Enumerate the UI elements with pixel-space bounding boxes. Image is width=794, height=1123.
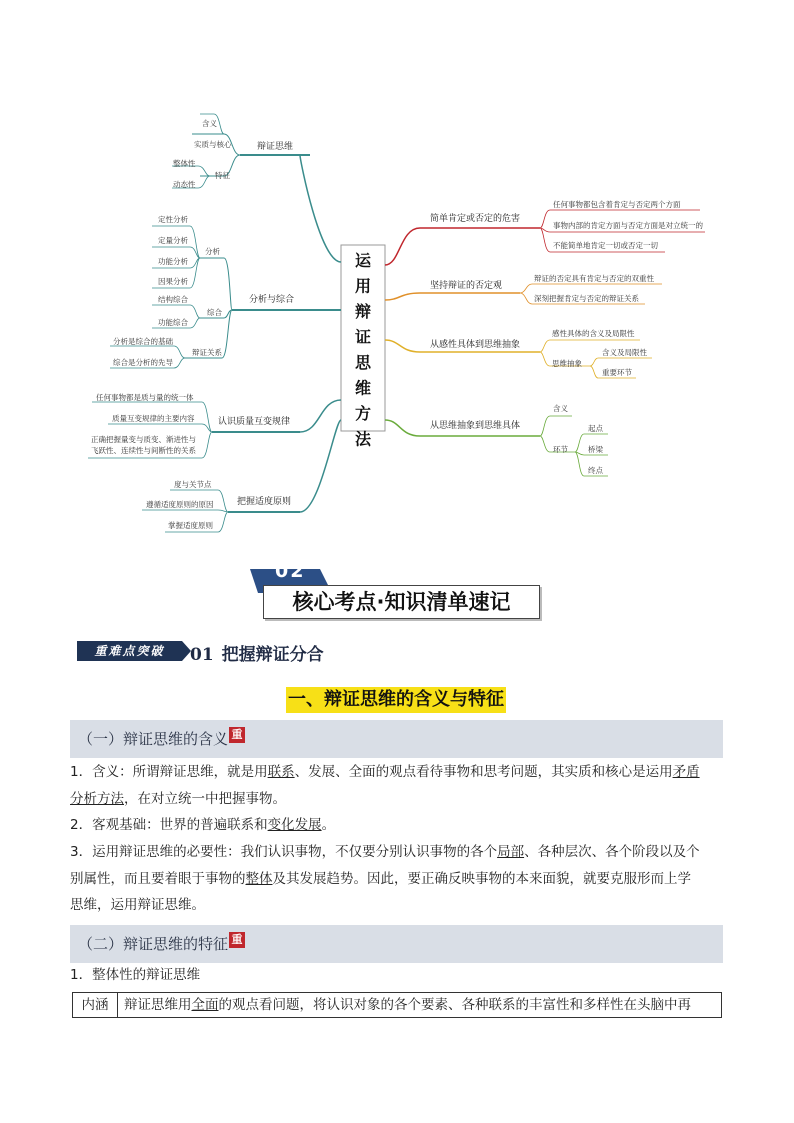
section-heading [190, 640, 324, 665]
mindmap-center [341, 245, 385, 449]
branch-label: 辩证思维 [257, 142, 294, 152]
section-badge: 重难点突破 [77, 641, 182, 661]
leaf-label: 度与关节点 [174, 480, 212, 489]
branch-label: 认识质量互变规律 [218, 417, 291, 427]
heading-1: 一、辩证思维的含义与特征 [286, 687, 506, 713]
leaf-label: 功能分析 [158, 257, 188, 266]
paragraph-necessity [70, 839, 730, 919]
text: 辩证思维用 [124, 997, 192, 1013]
leaf-label: 正确把握量变与质变、渐进性与 [91, 435, 196, 444]
branch-simple-affirmation [385, 199, 705, 265]
branch-abstract-to-concrete [385, 403, 608, 476]
branch-label: 分析与综合 [249, 295, 295, 305]
leaf-label: 辩证的否定具有肯定与否定的双重性 [534, 274, 654, 283]
branch-analysis-synthesis [110, 214, 341, 368]
underlined-term: 整体 [245, 870, 273, 887]
branch-dialectical-thinking [172, 114, 341, 262]
leaf-label: 不能简单地肯定一切或否定一切 [553, 241, 658, 250]
leaf-label: 特征 [215, 171, 230, 180]
leaf-label: 辩证关系 [192, 348, 222, 357]
subheading-meaning [70, 720, 723, 758]
leaf-label: 飞跃性、连续性与间断性的关系 [91, 446, 196, 455]
branch-dialectical-negation [385, 273, 662, 304]
leaf-label: 功能综合 [158, 318, 188, 327]
branch-label: 从思维抽象到思维具体 [430, 421, 521, 431]
text: 、各种层次、各个阶段以及个 [524, 844, 700, 860]
branch-label: 坚持辩证的否定观 [430, 281, 503, 291]
leaf-label: 含义 [553, 404, 568, 413]
paragraph-definition [70, 759, 730, 812]
underlined-term: 局部 [497, 844, 525, 860]
branch-quality-quantity [88, 392, 341, 458]
subheading-features [70, 925, 723, 963]
branch-label: 从感性具体到思维抽象 [430, 340, 521, 350]
table-content-cell [118, 993, 721, 1017]
leaf-label: 遵循适度原则的原因 [146, 500, 214, 509]
content-table-row [72, 992, 722, 1018]
mindmap-center-label: 运用辩证思维方法 [354, 251, 372, 449]
leaf-label: 任何事物都是质与量的统一体 [96, 393, 194, 402]
leaf-label: 思维抽象 [552, 359, 582, 368]
text: 3．运用辩证思维的必要性：我们认识事物，不仅要分别认识事物的各个 [70, 844, 498, 860]
paragraph-basis [70, 812, 730, 839]
branch-perceptual-to-abstract [385, 328, 652, 378]
leaf-label: 重要环节 [602, 368, 632, 377]
section-title: 把握辩证分合 [221, 645, 324, 665]
leaf-label: 整体性 [173, 159, 196, 168]
leaf-label: 定性分析 [158, 215, 188, 224]
banner-title: 核心考点·知识清单速记 [263, 585, 540, 619]
text: 别属性，而且要着眼于事物的 [70, 870, 246, 887]
banner-number: 02 [275, 560, 306, 582]
leaf-label: 起点 [588, 424, 603, 433]
leaf-label: 定量分析 [158, 236, 188, 245]
underlined-term: 全面 [191, 997, 219, 1013]
branch-label: 把握适度原则 [237, 497, 292, 507]
key-point-badge: 重 [229, 932, 245, 948]
leaf-label: 分析 [205, 247, 220, 256]
paragraph-holistic: 1．整体性的辩证思维 [70, 967, 201, 983]
leaf-label: 任何事物都包含着肯定与否定两个方面 [553, 200, 681, 209]
text: 1．含义：所谓辩证思维，就是用 [70, 764, 268, 780]
text: 思维，运用辩证思维。 [70, 897, 205, 913]
table-label-cell: 内涵 [73, 993, 118, 1017]
text: 、发展、全面的观点看待事物和思考问题，其实质和核心是运用 [294, 764, 673, 780]
mind-map [0, 0, 794, 560]
leaf-label: 综合是分析的先导 [113, 358, 173, 367]
leaf-label: 结构综合 [158, 295, 188, 304]
branch-label: 简单肯定或否定的危害 [430, 214, 521, 224]
section-number: 01 [190, 645, 214, 665]
text: 。 [321, 817, 336, 833]
text: 2．客观基础：世界的普遍联系和 [70, 817, 268, 833]
leaf-label: 事物内部的肯定方面与否定方面是对立统一的 [553, 221, 703, 230]
leaf-label: 深刻把握肯定与否定的辩证关系 [534, 294, 639, 303]
leaf-label: 掌握适度原则 [168, 521, 213, 530]
underlined-term: 变化发展 [267, 817, 322, 833]
leaf-label: 环节 [553, 445, 568, 454]
leaf-label: 含义 [202, 119, 217, 128]
leaf-label: 感性具体的含义及局限性 [552, 329, 635, 338]
leaf-label: 综合 [207, 308, 222, 317]
key-point-badge: 重 [229, 727, 245, 743]
text: 的观点看问题，将认识对象的各个要素、各种联系的丰富性和多样性在头脑中再 [218, 997, 691, 1013]
leaf-label: 分析是综合的基础 [113, 337, 173, 346]
text: 及其发展趋势。因此，要正确反映事物的本来面貌，就要克服形而上学 [272, 870, 691, 887]
leaf-label: 实质与核心 [194, 140, 232, 149]
leaf-label: 终点 [588, 466, 603, 475]
underlined-term: 矛盾 [672, 764, 700, 780]
text: ，在对立统一中把握事物。 [124, 790, 286, 807]
leaf-label: 含义及局限性 [602, 348, 647, 357]
subheading-title: （二）辩证思维的特征 [78, 935, 229, 953]
leaf-label: 因果分析 [158, 277, 188, 286]
subheading-title: （一）辩证思维的含义 [78, 730, 229, 748]
underlined-term: 联系 [267, 764, 295, 780]
underlined-term: 分析方法 [70, 790, 124, 807]
leaf-label: 桥梁 [588, 445, 603, 454]
leaf-label: 动态性 [173, 180, 196, 189]
leaf-label: 质量互变规律的主要内容 [112, 414, 195, 423]
